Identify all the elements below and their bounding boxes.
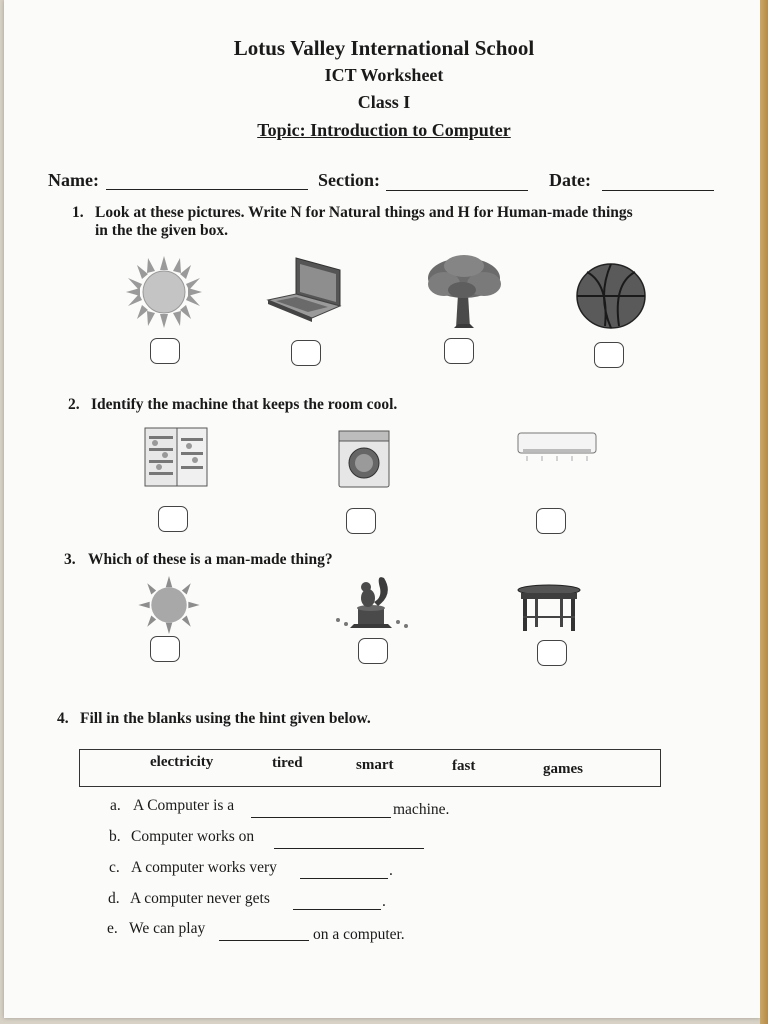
- q1-answer-box-1[interactable]: [150, 338, 180, 364]
- washing-machine-icon: [338, 430, 390, 488]
- q2-text: Identify the machine that keeps the room cool.: [91, 396, 398, 413]
- worksheet-title: ICT Worksheet: [324, 65, 444, 85]
- name-blank[interactable]: [106, 189, 308, 190]
- item-letter: a.: [110, 797, 121, 814]
- squirrel-icon: [332, 572, 412, 632]
- table-icon: [517, 584, 581, 632]
- item-prompt: A Computer is a: [133, 797, 235, 814]
- hint-word: fast: [452, 758, 476, 774]
- item-letter: c.: [109, 859, 120, 876]
- date-label: Date:: [549, 170, 591, 190]
- hint-word: games: [543, 761, 583, 777]
- topic-title: Topic: Introduction to Computer: [257, 120, 511, 140]
- section-label: Section:: [318, 170, 380, 190]
- answer-blank[interactable]: [300, 878, 388, 879]
- item-suffix: on a computer.: [313, 926, 405, 943]
- name-label: Name:: [48, 170, 99, 190]
- laptop-icon: [266, 256, 344, 326]
- item-suffix: .: [389, 862, 393, 879]
- hint-word: electricity: [150, 754, 214, 770]
- q2-answer-box-2[interactable]: [346, 508, 376, 534]
- q1-answer-box-2[interactable]: [291, 340, 321, 366]
- q3-answer-box-3[interactable]: [537, 640, 567, 666]
- item-letter: e.: [107, 920, 118, 937]
- air-conditioner-icon: [517, 432, 597, 462]
- item-prompt: A computer never gets: [130, 890, 270, 907]
- item-letter: b.: [109, 828, 121, 845]
- item-prompt: Computer works on: [131, 828, 255, 845]
- q1-answer-box-3[interactable]: [444, 338, 474, 364]
- sun-icon: [126, 256, 202, 328]
- answer-blank[interactable]: [219, 940, 309, 941]
- q4-number: 4.: [57, 710, 69, 727]
- class-label: Class I: [357, 92, 411, 112]
- refrigerator-icon: [143, 426, 209, 488]
- school-name: Lotus Valley International School: [233, 36, 535, 60]
- date-blank[interactable]: [602, 190, 714, 191]
- q1-text-line2: in the the given box.: [95, 222, 229, 239]
- answer-blank[interactable]: [251, 817, 391, 818]
- item-suffix: .: [382, 893, 386, 910]
- hint-word: tired: [272, 755, 303, 771]
- q4-text: Fill in the blanks using the hint given below.: [80, 710, 371, 727]
- item-letter: d.: [108, 890, 120, 907]
- q1-number: 1.: [72, 204, 84, 221]
- sun-icon: [138, 576, 200, 634]
- hint-word: smart: [356, 757, 394, 773]
- tree-icon: [424, 254, 504, 330]
- q2-answer-box-1[interactable]: [158, 506, 188, 532]
- item-suffix: machine.: [393, 801, 450, 818]
- q1-answer-box-4[interactable]: [594, 342, 624, 368]
- answer-blank[interactable]: [293, 909, 381, 910]
- basketball-icon: [575, 262, 647, 330]
- item-prompt: A computer works very: [131, 859, 277, 876]
- q1-text-line1: Look at these pictures. Write N for Natural things and H for Human-made things: [95, 204, 633, 221]
- section-blank[interactable]: [386, 190, 528, 191]
- q2-answer-box-3[interactable]: [536, 508, 566, 534]
- q3-answer-box-1[interactable]: [150, 636, 180, 662]
- q2-number: 2.: [68, 396, 80, 413]
- item-prompt: We can play: [129, 920, 206, 937]
- q3-answer-box-2[interactable]: [358, 638, 388, 664]
- answer-blank[interactable]: [274, 848, 424, 849]
- q3-number: 3.: [64, 551, 76, 568]
- desk-edge: [760, 0, 768, 1024]
- q3-text: Which of these is a man-made thing?: [88, 551, 333, 568]
